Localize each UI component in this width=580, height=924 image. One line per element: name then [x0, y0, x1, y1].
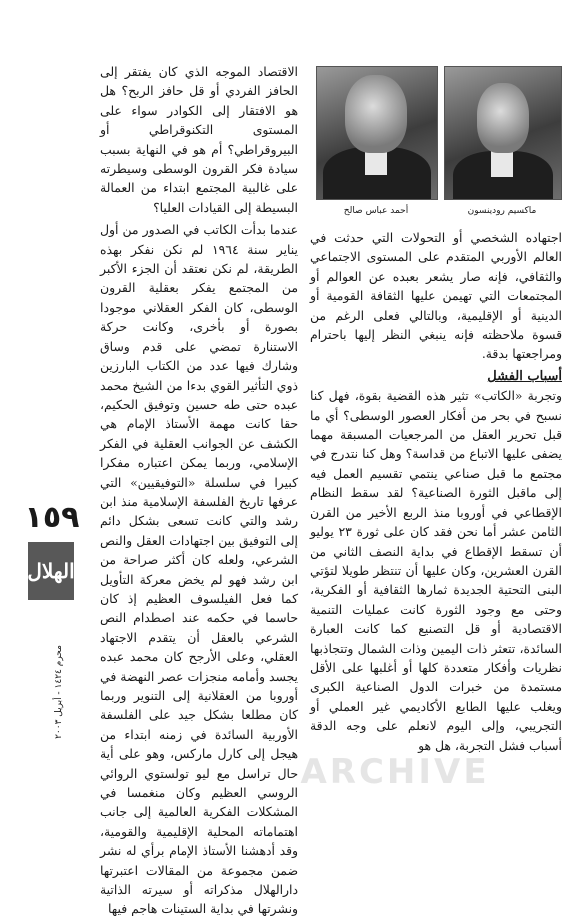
right-paragraph-2: وتجربة «الكاتب» تثير هذه القضية بقوة، فهل كنا نسبح في بحر من أفكار العصور الوسطى؟ أي ما قبل تحرير العقل من المرجعيات المسبقة مهما يضفى عليها الاتباع من قداسة؟ وهل كنا نتدرج في مجتمع ما قبل صناعي ينتمي تقسيم العمل فيه إلى ماقبل الثورة الصناعية؟ لقد سقط النظام الإقطاعي في أوروبا منذ الربع الأخير من القرن الثامن عشر أما نحن فقد كان على ثورة ٢٣ يوليو أن تسقط الإقطاع في بداية النصف الثاني من القرن العشرين، وكان عليها أن تنتظر طويلا لتؤتي البنى التحتية الجديدة ثمارها الثقافية أو الفكرية، وحتى مع وجود الثورة كانت عمليات التنمية الاقتصادية أو قل التصنيع كما كانت العبارة السائدة، تتعثر ذات اليمين وذات الشمال وتتجاذبها نظريات وأفكار متعددة كلها أو أغلبها على الأقل مستمدة من خبرات الدول الصناعية الكبرى ويغلب عليها الطابع الأكاديمي غير العملي أو التجريبي، وإلى اليوم لانعلم على وجه الدقة أسباب فشل التجربة، هل هو	[310, 388, 562, 753]
right-paragraph-1: اجتهاده الشخصي أو التحولات التي حدثت في العالم الأوربي المتقدم على المستوى الاجتماعي والثقافي، فإنه صار يشعر بعبده عن العوالم أو المجتمعات التي تهيمن عليها الثقافة القومية أو الدينية أو الإقليمية، وبالتالي فعلى الرغم من قسوة ملاحظته فإنه ينبغي النظر إليها باحترام ومراجعتها بدقة.	[310, 230, 562, 362]
issue-date	[52, 612, 66, 772]
page-number: ١٥٩	[24, 500, 80, 535]
right-column	[310, 228, 562, 755]
photo-ahmed-abbas-saleh	[316, 66, 438, 200]
left-paragraph-2: عندما بدأت الكاتب في الصدور من أول يناير سنة ١٩٦٤ لم نكن نفكر بهذه الطريقة، لم نكن نعتقد أن الجزء الأكبر من المجتمع يفكر بعقلية القرون الوسطى، كان الفكر العقلاني موجودا بصورة أو بأخرى، وكانت حركة الاستنارة تمضي على قدم وساق وشارك فيها عدد من الكتاب البارزين ذوي التأثير القوي بدءا من الشيخ محمد عبده حتى طه حسين وتوفيق الحكيم، حقا كانت مهمة الأستاذ الإمام هي الكشف عن الجوانب العقلية في الفكر الإسلامي، وربما يمكن اعتباره مفكرا كبيرا في سلسلة «التوفيقيين» التي عرفها تاريخ الفلسفة الإسلامية منذ ابن رشد والتي كانت تسعى بشكل دائم إلى التوفيق بين اجتهادات العقل والنص الشرعي، ولعله كان أكثر صراحة من ابن رشد فهو لم يخض معركة التأويل كما فعل الفيلسوف العظيم إذ كان حاسما في حكمه عند اصطدام النص الشرعي بالعقل أن يتقدم الاجتهاد العقلي، وعلى الأرجح كان محمد عبده يجسد وأمامه منجزات عصر النهضة في أوروبا من العقلانية إلى التنوير وربما كان مطلعا بشكل جيد على الفلسفة الأوربية السائدة في زمنه ابتداء من هيجل إلى كارل ماركس، وهو على أية حال تراسل مع ليو تولستوي الروائي الروسي العظيم وكان منغمسا في المشكلات الفكرية العالمية إلى جانب اهتماماته المحلية الإقليمية والقومية، وقد أدهشنا الأستاذ الإمام برأي له نشر ضمن مجموعة من المقالات اعتبرتها دارالهلال مذكراته أو سيرته الذاتية ونشرتها في بداية الستينات هاجم فيها	[100, 222, 298, 917]
logo-text: الهلال	[27, 559, 75, 583]
archive-watermark: ARCHIVE	[300, 752, 490, 792]
issue-date-text: محرم ١٤٢٤ - أبريل ٢٠٠٣	[54, 645, 64, 739]
left-paragraph-1: الاقتصاد الموجه الذي كان يفتقر إلى الحافز الفردي أو قل حافز الربح؟ هل هو الافتقار إلى الكوادر سواء على المستوى التكنوقراطي أو البيروقراطي؟ أم هو في النهاية بسبب سيادة فكر القرون الوسطى وسيطرته على غالبية المجتمع ابتداء من العمالة البسيطة إلى القيادات العليا؟	[100, 64, 298, 215]
photo-maxime-rodinson	[444, 66, 562, 200]
section-heading: أسباب الفشل	[487, 368, 562, 384]
caption-photo-right: ماكسيم رودينسون	[467, 206, 537, 216]
caption-photo-left: أحمد عباس صالح	[343, 206, 409, 216]
al-hilal-logo	[28, 542, 74, 600]
